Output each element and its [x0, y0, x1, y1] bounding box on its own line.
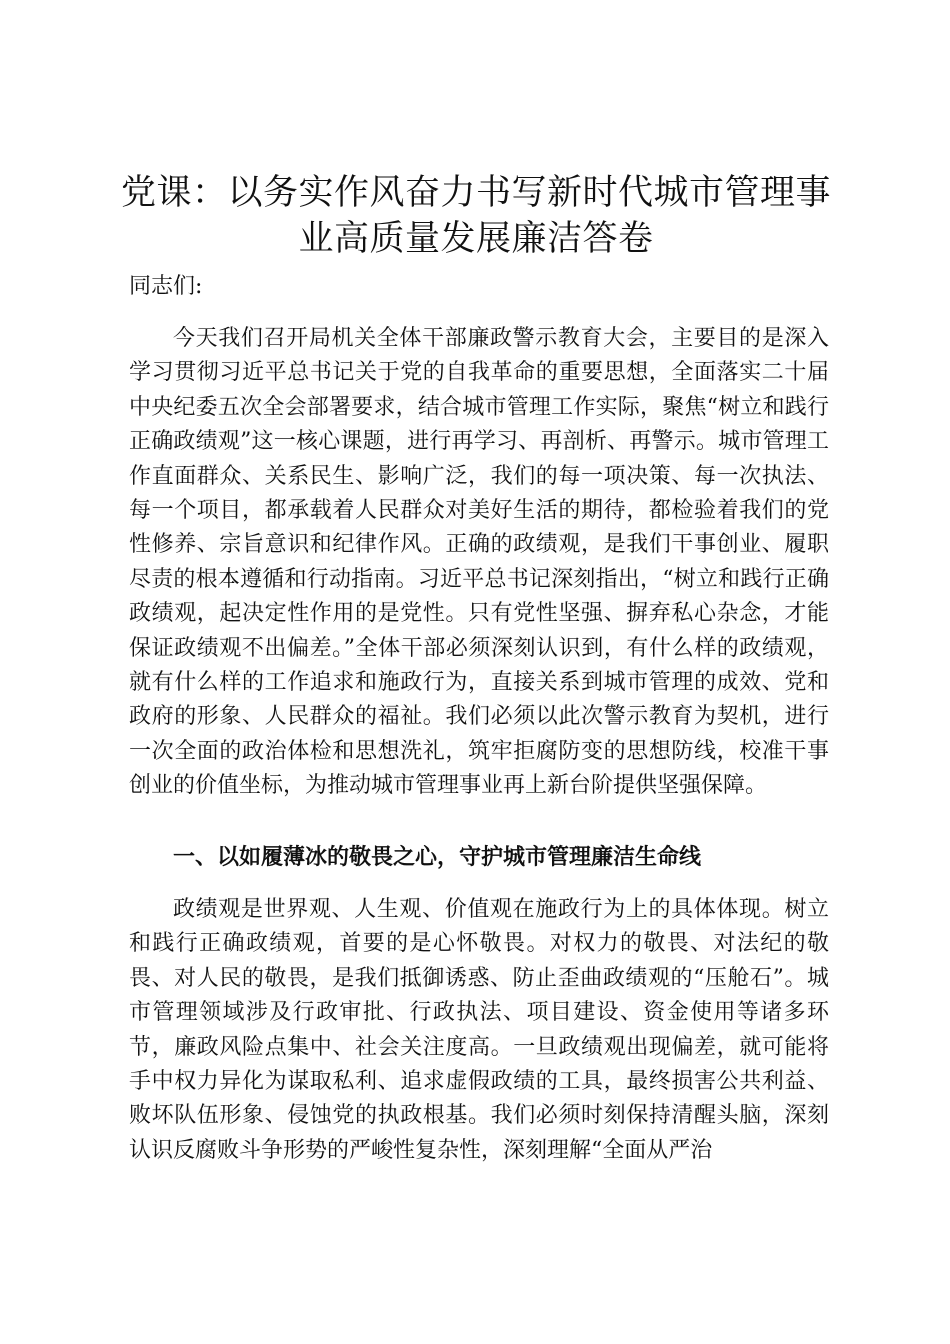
- paragraph: 政绩观是世界观、人生观、价值观在施政行为上的具体体现。树立和践行正确政绩观，首要的是心怀敬畏。对权力的敬畏、对法纪的敬畏、对人民的敬畏，是我们抵御诱惑、防止歪曲政绩观的“压舱石”。城市管理领域涉及行政审批、行政执法、项目建设、资金使用等诸多环节，廉政风险点集中、社会关注度高。一旦政绩观出现偏差，就可能将手中权力异化为谋取私利、追求虚假政绩的工具，最终损害公共利益、败坏队伍形象、侵蚀党的执政根基。我们必须时刻保持清醒头脑，深刻认识反腐败斗争形势的严峻性复杂性，深刻理解“全面从严治: [129, 897, 829, 1163]
- greeting: 同志们:: [129, 274, 203, 299]
- section-heading: 一、以如履薄冰的敬畏之心，守护城市管理廉洁生命线: [173, 845, 702, 870]
- document-title: 党课：以务实作风奋力书写新时代城市管理事业高质量发展廉洁答卷: [120, 173, 831, 259]
- paragraph: 今天我们召开局机关全体干部廉政警示教育大会，主要目的是深入学习贯彻习近平总书记关于党的自我革命的重要思想，全面落实二十届中央纪委五次全会部署要求，结合城市管理工作实际，聚焦“树立和践行正确政绩观”这一核心课题，进行再学习、再剖析、再警示。城市管理工作直面群众、关系民生、影响广泛，我们的每一项决策、每一次执法、每一个项目，都承载着人民群众对美好生活的期待，都检验着我们的党性修养、宗旨意识和纪律作风。正确的政绩观，是我们干事创业、履职尽责的根本遵循和行动指南。习近平总书记深刻指出，“树立和践行正确政绩观，起决定性作用的是党性。只有党性坚强、摒弃私心杂念，才能保证政绩观不出偏差。”全体干部必须深刻认识到，有什么样的政绩观，就有什么样的工作追求和施政行为，直接关系到城市管理的成效、党和政府的形象、人民群众的福祉。我们必须以此次警示教育为契机，进行一次全面的政治体检和思想洗礼，筑牢拒腐防变的思想防线，校准干事创业的价值坐标，为推动城市管理事业再上新台阶提供坚强保障。: [129, 326, 829, 799]
